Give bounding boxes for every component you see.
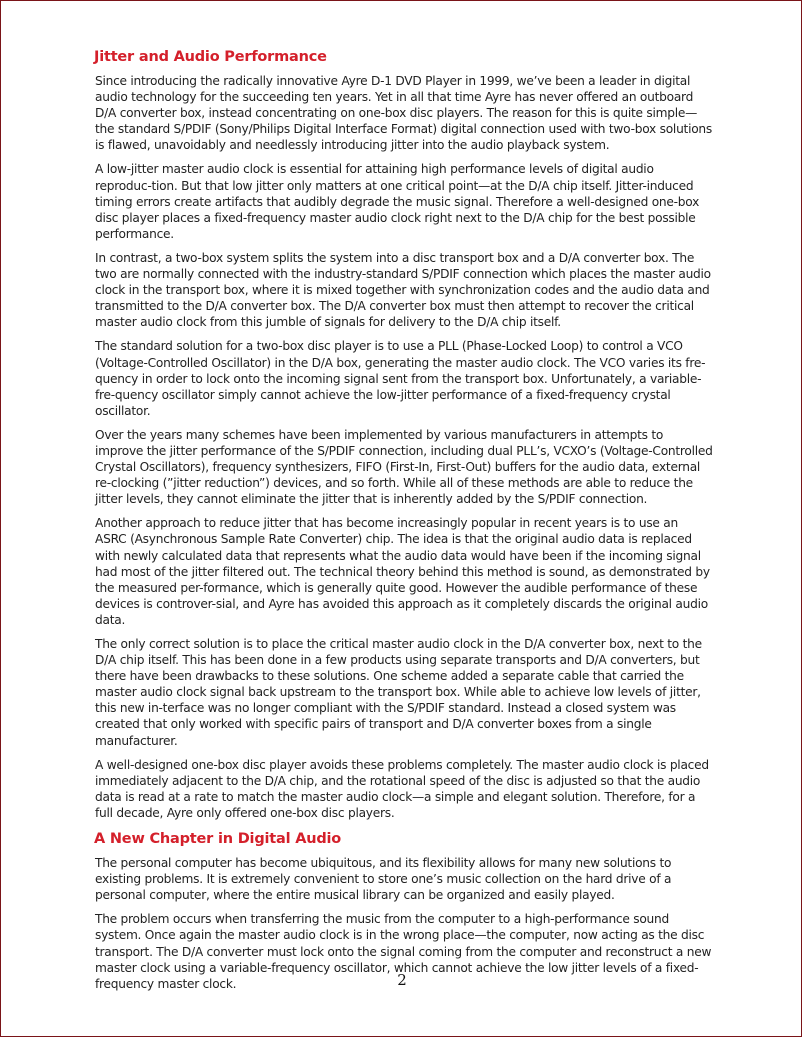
section-heading-new-chapter: A New Chapter in Digital Audio [94, 831, 342, 848]
paragraph: Since introducing the radically innovative Ayre D-1 DVD Player in 1999, we’ve been a leader in digital audio technology for the succeeding ten years. Yet in all that time Ayre has never offered an outboard D/A converter box, instead concentrating on one-box disc players. The reason for this is quite simple—the standard S/PDIF (Sony/Philips Digital Interface Format) digital connection used with two-box solutions is flawed, unavoidably and needlessly introducing jitter into the audio playback system. [95, 74, 712, 153]
page-content [95, 47, 713, 1000]
paragraph: In contrast, a two-box system splits the system into a disc transport box and a D/A converter box. The two are normally connected with the industry-standard S/PDIF connection which places the master audio clock in the transport box, where it is mixed together with synchronization codes and the audio data and transmitted to the D/A converter box. The D/A converter box must then attempt to recover the critical master audio clock from this jumble of signals for delivery to the D/A chip itself. [95, 250, 711, 330]
paragraph: The problem occurs when transferring the music from the computer to a high-performance sound system. Once again the master audio clock is in the wrong place—the computer, now acting as the disc transport. The D/A converter must lock onto the signal coming from the computer and reconstruct a new master clock using a variable-frequency oscillator, which cannot achieve the low jitter levels of a fixed-frequency master clock. [95, 912, 712, 991]
paragraph: The standard solution for a two-box disc player is to use a PLL (Phase-Locked Loop) to control a VCO (Voltage-Controlled Oscillator) in the D/A box, generating the master audio clock. The VCO varies its fre-quency in order to lock onto the incoming signal sent from the transport box. Unfortunately, a variable-fre-quency oscillator simply cannot achieve the low-jitter performance of a fixed-frequency crystal oscillator. [95, 339, 706, 418]
paragraph: The only correct solution is to place the critical master audio clock in the D/A converter box, next to the D/A chip itself. This has been done in a few products using separate transports and D/A converters, but there have been drawbacks to these solutions. One scheme added a separate cable that carried the master audio clock signal back upstream to the transport box. While able to achieve low levels of jitter, this new in-terface was no longer compliant with the S/PDIF standard. Instead a closed system was created that only worked with specific pairs of transport and D/A converter boxes from a single manufacturer. [95, 637, 702, 748]
page-number: 2 [397, 971, 407, 989]
paragraph: The personal computer has become ubiquitous, and its flexibility allows for many new solutions to existing problems. It is extremely convenient to store one’s music collection on the hard drive of a personal computer, where the entire musical library can be organized and easily played. [95, 856, 672, 903]
section-heading-jitter: Jitter and Audio Performance [94, 49, 327, 65]
paragraph: Over the years many schemes have been implemented by various manufacturers in attempts to improve the jitter performance of the S/PDIF connection, including dual PLL’s, VCXO’s (Voltage-Controlled Crystal Oscillators), frequency synthesizers, FIFO (First-In, First-Out) buffers for the audio data, external re-clocking (”jitter reduction”) devices, and so forth. While all of these methods are able to reduce the jitter levels, they cannot eliminate the jitter that is inherently added by the S/PDIF connection. [95, 427, 713, 507]
paragraph: A well-designed one-box disc player avoids these problems completely. The master audio clock is placed immediately adjacent to the D/A chip, and the rotational speed of the disc is adjusted so that the audio data is read at a rate to match the master audio clock—a simple and elegant solution. Therefore, for a full decade, Ayre only offered one-box disc players. [95, 757, 709, 820]
paragraph: A low-jitter master audio clock is essential for attaining high performance levels of digital audio reproduc-tion. But that low jitter only matters at one critical point—at the D/A chip itself. Jitter-induced timing errors create artifacts that audibly degrade the music signal. Therefore a well-designed one-box disc player places a fixed-frequency master audio clock right next to the D/A chip for the best possible performance. [95, 162, 700, 241]
paragraph: Another approach to reduce jitter that has become increasingly popular in recent years is to use an ASRC (Asynchronous Sample Rate Converter) chip. The idea is that the original audio data is replaced with newly calculated data that represents what the audio data would have been if the incoming signal had most of the jitter filtered out. The technical theory behind this method is sound, as demonstrated by the measured per-formance, which is generally quite good. However the audible performance of these devices is controver-sial, and Ayre has avoided this approach as it completely discards the original audio data. [95, 516, 710, 627]
